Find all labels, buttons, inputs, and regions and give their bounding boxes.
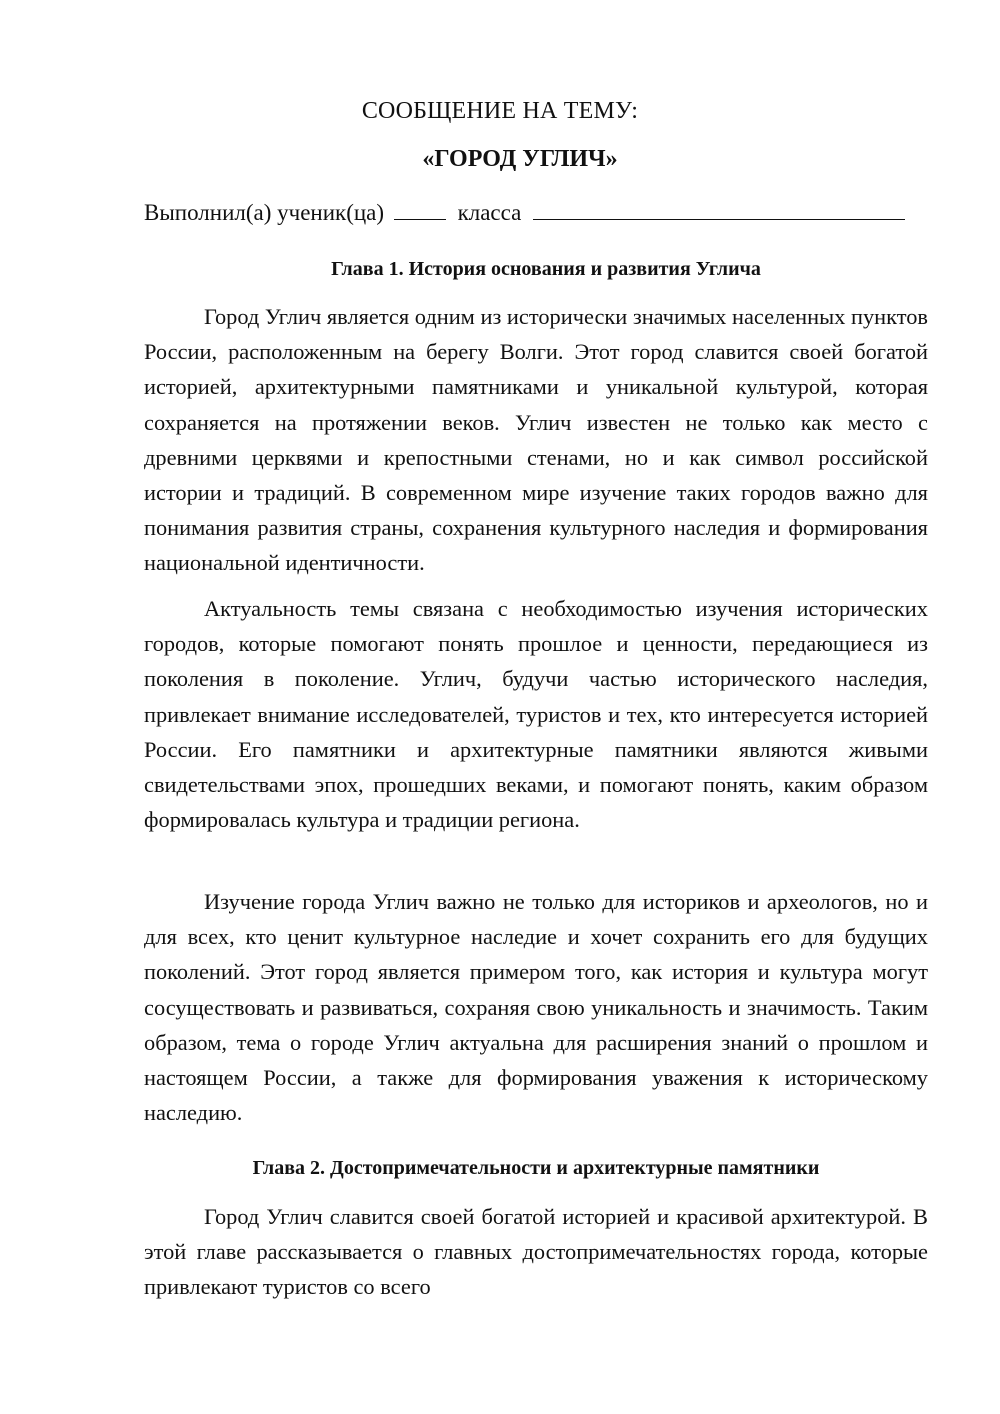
document-title-line1: СООБЩЕНИЕ НА ТЕМУ: — [361, 98, 639, 124]
chapter1-paragraph: Актуальность темы связана с необходимостью изучения исторических городов, которые помогают понять прошлое и ценности, передающиеся из поколения в поколение. Углич, будучи частью исторического наследия, привлекает внимание исследователей, туристов и тех, кто интересуется историей России. Его памятники и архитектурные памятники являются живыми свидетельствами эпох, прошедших веками, и помогают понять, каким образом формировалась культура и традиции региона. — [144, 596, 928, 833]
document-title-line2: «ГОРОД УГЛИЧ» — [422, 146, 618, 172]
chapter2-paragraph: Город Углич славится своей богатой историей и красивой архитектурой. В этой главе рассказывается о главных достопримечательностях города, которые привлекают туристов со всего — [144, 1204, 928, 1300]
chapter1-heading: Глава 1. История основания и развития Углича — [331, 258, 761, 280]
chapter1-paragraph: Город Углич является одним из исторически значимых населенных пунктов России, расположенным на берегу Волги. Этот город славится своей богатой историей, архитектурными памятниками и уникальной культурой, которая сохраняется на протяжении веков. Углич известен не только как место с древними церквями и крепостными стенами, но и как символ российской истории и традиций. В современном мире изучение таких городов важно для понимания развития страны, сохранения культурного наследия и формирования национальной идентичности. — [144, 304, 928, 576]
class-number-blank[interactable] — [394, 199, 446, 220]
author-line — [144, 198, 934, 228]
chapter1-paragraph: Изучение города Углич важно не только для историков и археологов, но и для всех, кто ценит культурное наследие и хочет сохранить его для будущих поколений. Этот город является примером того, как история и культура могут сосуществовать и развиваться, сохраняя свою уникальность и значимость. Таким образом, тема о городе Углич актуальна для расширения знаний о прошлом и настоящем России, а также для формирования уважения к историческому наследию. — [144, 889, 928, 1126]
class-letter-blank[interactable] — [533, 199, 905, 220]
author-label: Выполнил(а) ученик(ца) — [144, 200, 385, 225]
class-label: класса — [457, 200, 522, 225]
chapter2-heading: Глава 2. Достопримечательности и архитектурные памятники — [252, 1157, 820, 1179]
